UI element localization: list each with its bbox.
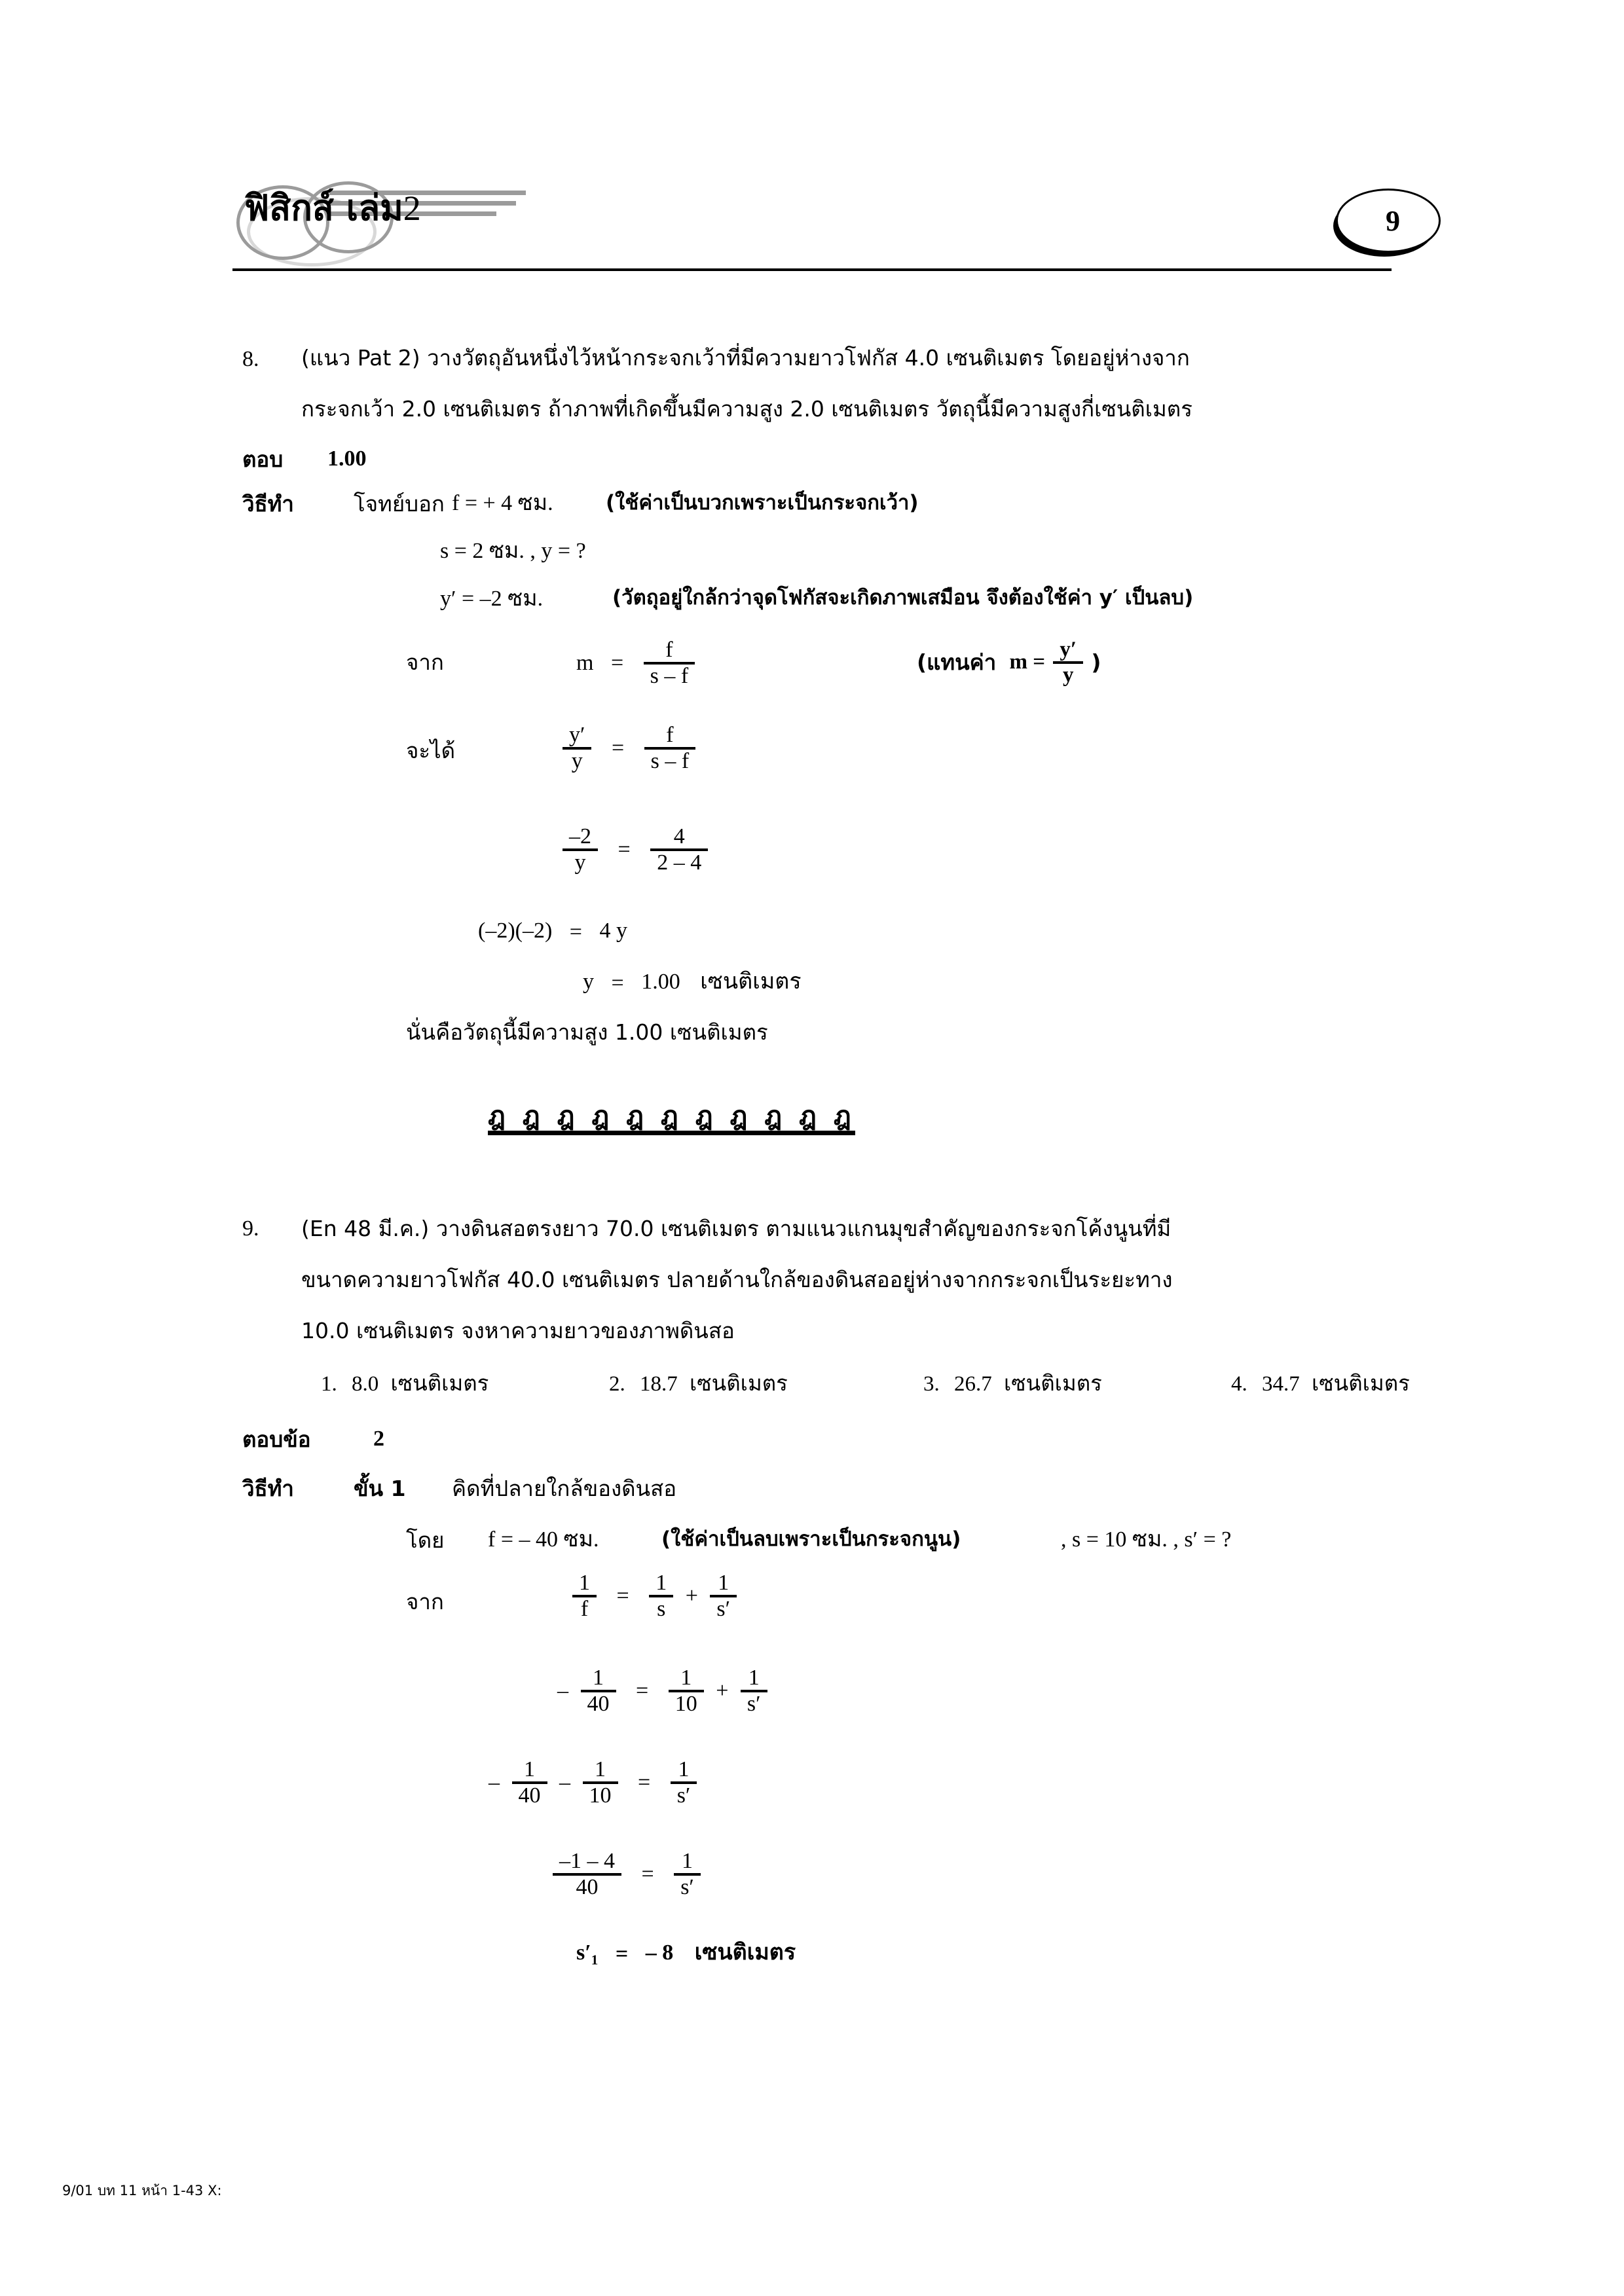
problem9-eq4-rden: s′ [674,1873,701,1899]
problem8-line2: กระจกเว้า 2.0 เซนติเมตร ถ้าภาพที่เกิดขึ้นมีความสูง 2.0 เซนติเมตร วัตถุนี้มีความสูงกี่เซนติเมตร [301,396,1192,422]
problem8-eq4 [478,920,627,943]
problem9-eq2-r2den: s′ [741,1690,767,1716]
choice-4-unit: เซนติเมตร [1312,1370,1410,1396]
page-number-badge [1336,189,1441,253]
book-title [244,187,421,228]
choice-3-unit: เซนติเมตร [1004,1370,1102,1396]
problem8-eq4-equals: = [569,920,582,945]
problem8-eq3 [560,825,710,874]
problem8-method-label: วิธีทำ [242,491,294,517]
header-logo [232,167,599,252]
problem9-eq1 [570,1571,739,1620]
problem9-eq1-r2den: s′ [710,1595,737,1621]
problem8-eq1-note-fraction [1053,638,1083,686]
problem8-eq3-lden: y [563,848,598,875]
problem9-eq3-sign1: – [489,1770,500,1795]
problem9-given-rest: , s = 10 ซม. , s′ = ? [1061,1527,1232,1552]
problem9-eq1-r1num: 1 [655,1571,667,1595]
problem8-number: 8. [242,347,259,371]
problem9-eq5-sub: 1 [591,1952,599,1968]
problem9-eq3-rhs-fraction [671,1758,697,1807]
problem9-eq2-lden: 40 [581,1690,616,1716]
problem9-eq2-lhs-fraction [581,1666,616,1715]
problem8-eq2-lnum: y′ [569,723,585,747]
problem9-eq2-lnum: 1 [593,1666,604,1690]
problem9-eq4-lnum: –1 – 4 [559,1849,615,1873]
problem9-eq1-r1-fraction [649,1571,673,1620]
problem8-given-f-note: (ใช้ค่าเป็นบวกเพราะเป็นกระจกเว้า) [606,491,919,515]
problem9-answer-label: ตอบข้อ [242,1427,311,1452]
problem8-eq1-fraction [644,638,695,687]
problem8-eq2-rden: s – f [644,747,696,773]
problem8-eq3-equals: = [618,837,631,862]
problem8-line1: (แนว Pat 2) วางวัตถุอันหนึ่งไว้หน้ากระจกเว้าที่มีความยาวโฟกัส 4.0 เซนติเมตร โดยอยู่ห่างจาก [301,345,1190,371]
problem8-eq5-rhs: 1.00 [641,970,680,994]
problem8-eq2-rhs-fraction [644,723,696,773]
problem9-given-f: f = – 40 ซม. [488,1527,599,1552]
problem8-eq4-lhs: (–2)(–2) [478,919,553,943]
problem8-eq1-note-den: y [1053,661,1083,687]
problem8-eq5-lhs: y [583,970,594,994]
problem8-given-yprime: y′ = –2 ซม. [440,587,544,611]
problem8-conclusion: นั่นคือวัตถุนี้มีความสูง 1.00 เซนติเมตร [406,1019,768,1045]
choice-4-number: 4. [1231,1372,1247,1396]
choice-2[interactable] [609,1372,788,1395]
problem9-eq2-r2-fraction [741,1666,767,1715]
problem9-eq3-f1 [512,1758,547,1807]
problem9-eq4-lhs-fraction [553,1850,621,1899]
problem9-by-label: โดย [406,1527,445,1553]
problem8-eq3-lhs-fraction [563,825,598,874]
problem8-given-f: f = + 4 ซม. [452,491,553,515]
choice-1[interactable] [321,1372,489,1395]
problem8-eq1-note-lhs: m = [1009,650,1046,674]
problem8-eq5 [583,970,802,994]
problem9-eq3 [485,1758,699,1807]
problem9-eq5-rhs: – 8 [645,1941,674,1965]
problem9-line2: ขนาดความยาวโฟกัส 40.0 เซนติเมตร ปลายด้านใกล้ของดินสออยู่ห่างจากกระจกเป็นระยะทาง [301,1267,1173,1292]
section-divider: ฎ ฎ ฎ ฎ ฎ ฎ ฎ ฎ ฎ ฎ ฎ [488,1103,855,1135]
problem8-eq1-note [917,638,1101,686]
problem9-eq5-lhs: s′ [576,1941,591,1965]
problem8-eq2-lden: y [563,747,591,773]
problem9-eq3-f2num: 1 [595,1757,606,1781]
problem9-eq5 [576,1941,796,1967]
problem9-eq3-rden: s′ [671,1781,697,1808]
problem8-eq5-unit: เซนติเมตร [700,968,802,994]
choice-1-value: 8.0 [352,1372,379,1396]
problem9-eq4-rhs-fraction [674,1850,701,1899]
problem9-eq2-plus: + [716,1678,729,1703]
choice-3[interactable] [923,1372,1102,1395]
choice-2-unit: เซนติเมตร [690,1370,788,1396]
problem9-step-label: ขั้น 1 [354,1476,406,1501]
problem8-given-intro: โจทย์บอก [354,491,445,517]
choice-4[interactable] [1231,1372,1410,1395]
choice-2-number: 2. [609,1372,625,1396]
choice-3-number: 3. [923,1372,940,1396]
book-title-thai: ฟิสิกส์ เล่ม [244,187,403,228]
problem8-eq3-rhs-fraction [650,825,708,874]
problem9-method-label: วิธีทำ [242,1476,294,1501]
problem9-eq3-f1num: 1 [524,1757,535,1781]
problem8-eq1-note-open: (แทนค่า [917,649,997,676]
problem9-eq3-equals: = [638,1770,651,1795]
problem9-eq2-equals: = [636,1678,649,1703]
problem9-eq2-r1num: 1 [680,1666,692,1690]
problem8-eq1 [576,638,697,687]
problem9-eq5-equals: = [615,1942,629,1967]
choice-3-value: 26.7 [954,1372,992,1396]
problem9-eq3-f1den: 40 [512,1781,547,1808]
problem9-answer-value: 2 [373,1427,384,1451]
problem9-line3: 10.0 เซนติเมตร จงหาความยาวของภาพดินสอ [301,1318,735,1343]
problem8-eq4-rhs: 4 y [599,919,627,943]
problem8-from-label: จาก [406,649,444,675]
problem9-eq3-sign2: – [559,1770,570,1795]
problem8-eq1-note-num: y′ [1060,638,1077,661]
problem9-given-f-note: (ใช้ค่าเป็นลบเพราะเป็นกระจกนูน) [661,1527,961,1551]
problem9-eq4-lden: 40 [553,1873,621,1899]
problem8-eq1-den: s – f [644,662,695,688]
problem8-eq2-lhs-fraction [563,723,591,773]
problem9-eq1-r2-fraction [710,1571,737,1620]
choice-1-number: 1. [321,1372,337,1396]
problem9-eq4-equals: = [641,1861,654,1886]
problem9-eq3-f2 [583,1758,618,1807]
problem8-answer-value: 1.00 [327,446,367,471]
problem9-eq2-sign: – [557,1678,568,1703]
problem9-eq3-rnum: 1 [678,1757,690,1781]
page-number-text: 9 [1386,204,1400,237]
choice-1-unit: เซนติเมตร [390,1370,489,1396]
problem8-answer-label: ตอบ [242,446,284,472]
header-rule [232,268,1392,271]
problem8-eq1-note-close: ) [1091,649,1101,676]
problem9-eq1-lden: f [572,1595,597,1621]
problem8-eq1-equals: = [610,650,624,675]
problem9-eq5-unit: เซนติเมตร [694,1939,796,1965]
problem8-given-yprime-note: (วัตถุอยู่ใกล้กว่าจุดโฟกัสจะเกิดภาพเสมือน จึงต้องใช้ค่า y′ เป็นลบ) [612,586,1194,610]
problem8-eq2-rnum: f [666,723,674,747]
problem9-eq1-plus: + [685,1583,698,1608]
problem8-eq1-num: f [665,638,673,662]
problem8-eq5-equals: = [611,971,624,996]
problem9-step-text: คิดที่ปลายใกล้ของดินสอ [452,1476,677,1501]
problem9-eq2-r2num: 1 [748,1666,760,1690]
problem9-eq2-r1-fraction [669,1666,704,1715]
problem9-eq4 [550,1850,703,1899]
problem9-eq1-lhs-fraction [572,1571,597,1620]
page-footer: 9/01 บท 11 หน้า 1-43 X: [62,2183,222,2198]
problem9-eq3-f2den: 10 [583,1781,618,1808]
problem8-given-s: s = 2 ซม. , y = ? [440,539,586,563]
problem9-from-label: จาก [406,1589,444,1614]
problem8-eq1-lhs: m [576,650,594,675]
choice-4-value: 34.7 [1262,1372,1300,1396]
problem8-eq2-equals: = [611,735,625,760]
problem8-get-label: จะได้ [406,738,456,763]
problem9-number: 9. [242,1216,259,1241]
problem9-eq1-r2num: 1 [718,1571,729,1595]
book-title-volume: 2 [403,189,421,228]
problem9-eq1-r1den: s [649,1595,673,1621]
problem9-eq4-rnum: 1 [682,1849,693,1873]
problem8-eq3-lnum: –2 [569,824,591,848]
problem9-eq1-lnum: 1 [579,1571,590,1595]
problem9-eq2-r1den: 10 [669,1690,704,1716]
choice-2-value: 18.7 [640,1372,678,1396]
problem9-line1: (En 48 มี.ค.) วางดินสอตรงยาว 70.0 เซนติเมตร ตามแนวแกนมุขสำคัญของกระจกโค้งนูนที่มี [301,1216,1172,1241]
problem8-eq3-rnum: 4 [673,824,685,848]
problem8-eq2 [560,723,698,773]
problem8-eq3-rden: 2 – 4 [650,848,708,875]
problem9-eq2 [553,1666,770,1715]
problem9-eq1-equals: = [616,1583,629,1608]
